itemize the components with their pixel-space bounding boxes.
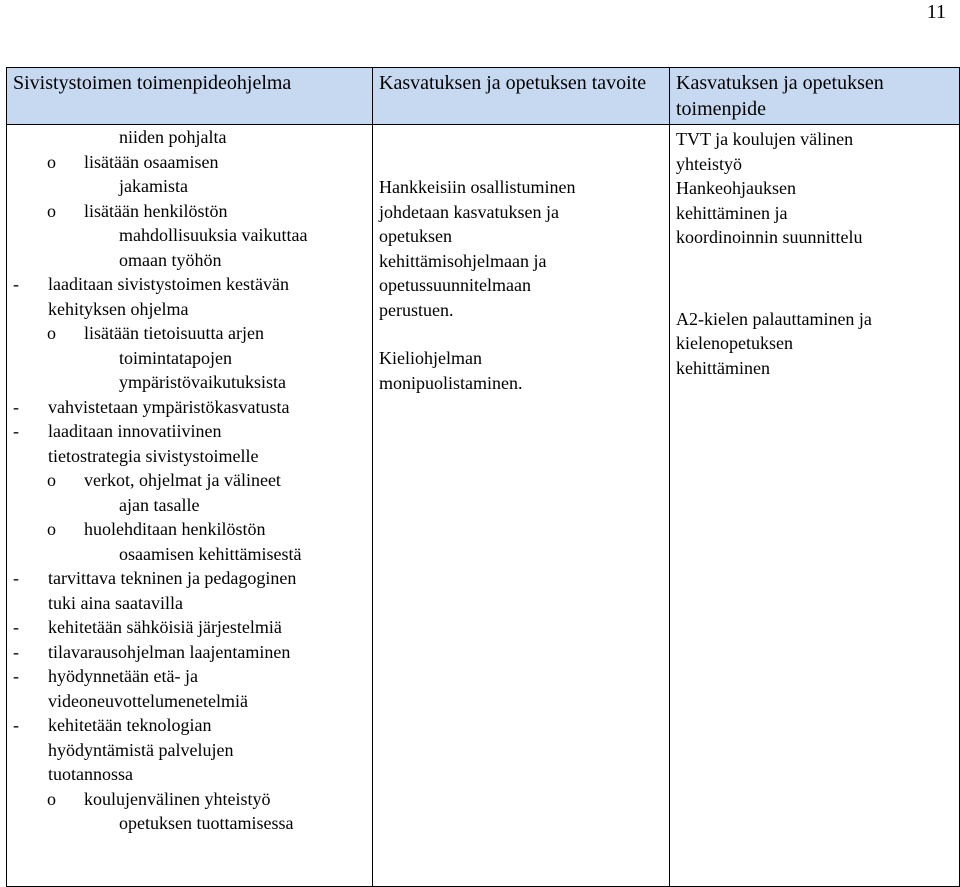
dash-bullet-icon: -: [13, 715, 19, 735]
action-plan-line-text: tietostrategia sivistystoimelle: [48, 445, 259, 466]
header-col-goal: Kasvatuksen ja opetuksen tavoite: [373, 68, 670, 125]
action-plan-line-text: mahdollisuuksia vaikuttaa: [119, 225, 308, 245]
action-plan-list: [13, 125, 366, 836]
action-plan-line-text: laaditaan sivistystoimen kestävän: [48, 274, 289, 294]
action-plan-line: [13, 468, 366, 493]
header-col-measure: Kasvatuksen ja opetuksen toimenpide: [670, 68, 960, 125]
action-plan-line: [13, 787, 366, 812]
text-line: Hankeohjauksen: [676, 178, 796, 198]
action-plan-line-text: lisätään henkilöstön: [84, 200, 228, 221]
action-plan-line: [13, 713, 366, 738]
action-plan-line-text: osaamisen kehittämisestä: [119, 543, 302, 564]
dash-bullet-icon: -: [13, 666, 19, 686]
action-plan-line-text: lisätään tietoisuutta arjen: [84, 323, 264, 343]
action-plan-line: [13, 321, 366, 346]
circle-bullet-icon: o: [47, 788, 56, 809]
dash-bullet-icon: -: [13, 568, 19, 588]
circle-bullet-icon: o: [47, 200, 56, 221]
text-line: A2-kielen palauttaminen ja: [676, 308, 872, 329]
circle-bullet-icon: o: [47, 151, 56, 172]
action-plan-line: [13, 591, 366, 616]
action-plan-line-text: ajan tasalle: [119, 494, 200, 515]
text-block: [676, 127, 953, 176]
goal-cell: [373, 125, 670, 887]
action-plan-line: [13, 199, 366, 224]
action-plan-line-text: kehityksen ohjelma: [48, 298, 189, 319]
dash-bullet-icon: -: [13, 641, 19, 662]
action-plan-line-text: opetuksen tuottamisessa: [119, 813, 294, 833]
action-plan-line-text: lisätään osaamisen: [84, 151, 219, 172]
action-plan-line: [13, 615, 366, 640]
text-block: [379, 346, 663, 395]
table-header-row: [7, 68, 960, 125]
page-number: 11: [926, 1, 946, 23]
action-plan-line: [13, 493, 366, 518]
action-plan-line: [13, 542, 366, 567]
action-plan-line-text: tuki aina saatavilla: [48, 592, 183, 613]
text-block: [676, 307, 953, 381]
action-plan-line-text: hyödyntämistä palvelujen: [48, 739, 234, 760]
action-plan-line: [13, 689, 366, 714]
text-line: perustuen.: [379, 299, 454, 320]
action-plan-line: [13, 272, 366, 297]
action-plan-line-text: ympäristövaikutuksista: [119, 372, 286, 392]
action-plan-line: [13, 762, 366, 787]
action-plan-line-text: jakamista: [119, 176, 188, 196]
block-spacer: [379, 322, 663, 346]
text-line: johdetaan kasvatuksen ja: [379, 201, 559, 222]
action-plan-line: [13, 664, 366, 689]
text-line: kehittäminen: [676, 357, 770, 378]
circle-bullet-icon: o: [47, 470, 56, 490]
action-plan-line-text: omaan työhön: [119, 249, 222, 270]
action-plan-line: [13, 297, 366, 322]
action-plan-line-text: tuotannossa: [48, 764, 133, 784]
action-plan-line-text: huolehditaan henkilöstön: [84, 519, 266, 539]
dash-bullet-icon: -: [13, 396, 19, 417]
action-plan-line: [13, 566, 366, 591]
dash-bullet-icon: -: [13, 421, 19, 441]
action-plan-cell: [7, 125, 373, 887]
action-plan-line-text: hyödynnetään etä- ja: [48, 666, 198, 686]
dash-bullet-icon: -: [13, 274, 19, 294]
action-plan-line-text: kehitetään sähköisiä järjestelmiä: [48, 617, 282, 637]
measure-cell: [670, 125, 960, 887]
action-plan-line-text: niiden pohjalta: [119, 127, 227, 147]
text-line: opetuksen: [379, 226, 452, 246]
action-plan-line: [13, 640, 366, 665]
goal-list: [379, 125, 663, 395]
block-spacer: [676, 250, 953, 307]
text-block: [676, 176, 953, 250]
action-plan-line: [13, 223, 366, 248]
action-plan-line-text: koulujenvälinen yhteistyö: [84, 788, 271, 809]
text-line: yhteistyö: [676, 153, 742, 174]
action-plan-line-text: videoneuvottelumenetelmiä: [48, 690, 248, 711]
text-line: kielenopetuksen: [676, 333, 793, 353]
action-plan-line: [13, 150, 366, 175]
action-plan-line: [13, 346, 366, 371]
action-plan-line: [13, 174, 366, 199]
text-line: kehittäminen ja: [676, 202, 788, 223]
action-plan-line: [13, 811, 366, 836]
circle-bullet-icon: o: [47, 323, 56, 343]
action-plan-line: [13, 419, 366, 444]
action-plan-line: [13, 125, 366, 150]
action-plan-line: [13, 395, 366, 420]
action-plan-line-text: tilavarausohjelman laajentaminen: [48, 641, 291, 662]
action-plan-table: [6, 67, 960, 887]
text-line: koordinoinnin suunnittelu: [676, 227, 863, 247]
action-plan-line-text: toimintatapojen: [119, 347, 232, 368]
action-plan-line-text: laaditaan innovatiivinen: [48, 421, 222, 441]
text-line: TVT ja koulujen välinen: [676, 129, 854, 149]
text-line: kehittämisohjelmaan ja: [379, 250, 547, 271]
action-plan-line-text: vahvistetaan ympäristökasvatusta: [48, 396, 290, 417]
text-block: [379, 175, 663, 322]
text-line: Hankkeisiin osallistuminen: [379, 177, 576, 197]
text-line: Kieliohjelman: [379, 348, 482, 368]
action-plan-line: [13, 248, 366, 273]
action-plan-line-text: tarvittava tekninen ja pedagoginen: [48, 568, 297, 588]
action-plan-line-text: kehitetään teknologian: [48, 715, 212, 735]
action-plan-line: [13, 444, 366, 469]
measure-list: [676, 125, 953, 380]
text-line: monipuolistaminen.: [379, 372, 523, 393]
action-plan-line: [13, 370, 366, 395]
action-plan-line: [13, 738, 366, 763]
action-plan-line: [13, 517, 366, 542]
text-line: opetussuunnitelmaan: [379, 275, 531, 295]
action-plan-line-text: verkot, ohjelmat ja välineet: [84, 470, 281, 490]
circle-bullet-icon: o: [47, 519, 56, 539]
dash-bullet-icon: -: [13, 617, 19, 637]
header-col-action-plan: Sivistystoimen toimenpideohjelma: [7, 68, 373, 125]
table-body-row: [7, 125, 960, 887]
